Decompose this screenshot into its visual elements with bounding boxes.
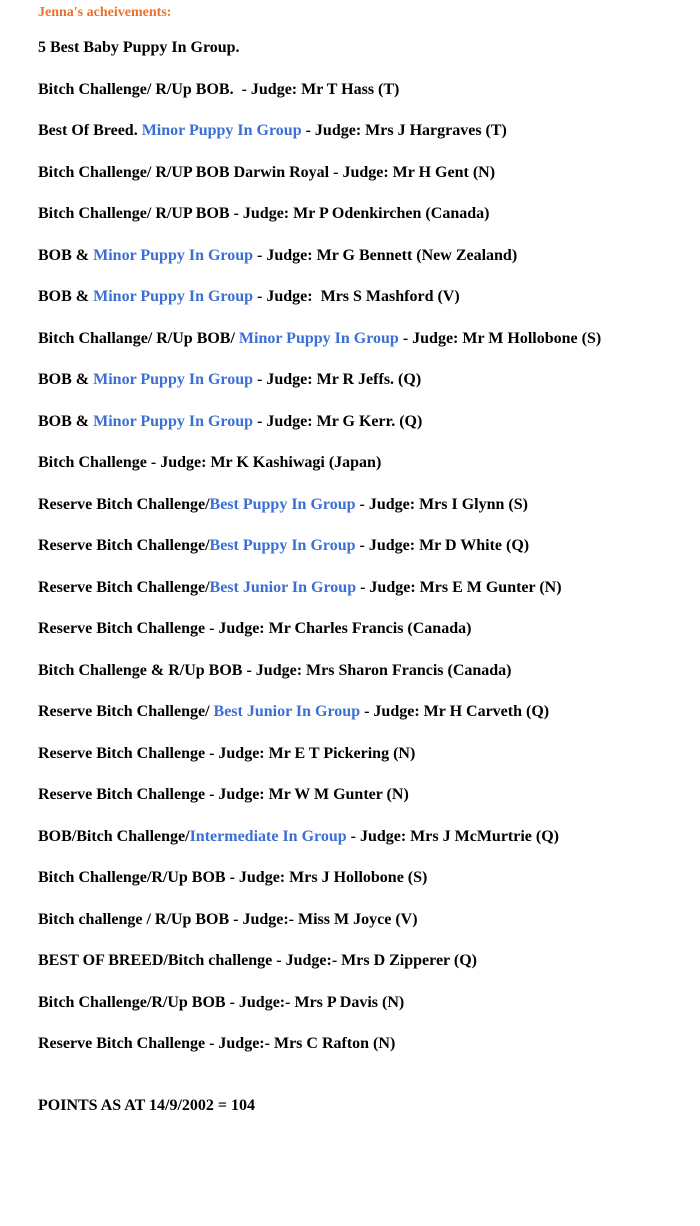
achievement-item [38, 79, 601, 121]
achievement-item [38, 867, 601, 909]
achievement-text: Bitch challenge / R/Up BOB - Judge:- Miss M Joyce (V) [38, 910, 418, 928]
group-award-text: Minor Puppy In Group [93, 412, 254, 430]
achievement-item [38, 660, 601, 702]
achievement-text: Bitch Challenge/ R/UP BOB - Judge: Mr P Odenkirchen (Canada) [38, 205, 490, 222]
achievement-item [38, 701, 601, 743]
achievement-text: - Judge: Mr G Bennett (New Zealand) [253, 246, 518, 264]
achievement-text: 5 Best Baby Puppy In Group. [38, 39, 240, 56]
achievement-text: - Judge: Mr M Hollobone (S) [398, 329, 602, 347]
group-award-text: Best Puppy In Group [209, 495, 356, 513]
group-award-text: Best Junior In Group [209, 578, 357, 596]
achievement-text: Best Of Breed. [38, 122, 142, 139]
achievement-text: - Judge: Mrs S Mashford (V) [253, 288, 460, 305]
group-award-text: Minor Puppy In Group [93, 246, 254, 264]
achievement-text: Bitch Challenge - Judge: Mr K Kashiwagi (Japan) [38, 454, 382, 471]
achievement-text: Bitch Challenge/ R/Up BOB. - Judge: Mr T Hass (T) [38, 80, 400, 98]
achievement-item [38, 245, 601, 287]
achievement-text: Bitch Challenge/R/Up BOB - Judge:- Mrs P Davis (N) [38, 993, 405, 1011]
achievement-text: - Judge: Mrs I Glynn (S) [355, 495, 528, 513]
achievement-text: BEST OF BREED/Bitch challenge - Judge:- Mrs D Zipperer (Q) [38, 952, 477, 969]
achievement-text: Reserve Bitch Challenge - Judge: Mr E T Pickering (N) [38, 744, 416, 762]
group-award-text: Minor Puppy In Group [93, 371, 254, 388]
achievement-text: Reserve Bitch Challenge - Judge:- Mrs C Rafton (N) [38, 1035, 396, 1052]
group-award-text: Intermediate In Group [189, 827, 347, 845]
achievement-item [38, 992, 601, 1034]
achievement-item [38, 286, 601, 328]
achievement-text: Bitch Challenge & R/Up BOB - Judge: Mrs Sharon Francis (Canada) [38, 661, 512, 679]
achievement-text: - Judge: Mr G Kerr. (Q) [253, 412, 423, 430]
achievement-item [38, 784, 601, 826]
achievement-item [38, 909, 601, 951]
page-heading: Jenna's acheivements: [38, 5, 172, 20]
achievement-item [38, 203, 601, 245]
achievement-text: - Judge: Mr H Carveth (Q) [360, 703, 550, 720]
group-award-text: Minor Puppy In Group [238, 329, 399, 347]
achievement-text: - Judge: Mr R Jeffs. (Q) [253, 371, 422, 388]
achievement-item [38, 743, 601, 785]
achievement-text: Reserve Bitch Challenge - Judge: Mr W M Gunter (N) [38, 786, 409, 803]
achievement-item [38, 120, 601, 162]
group-award-text: Minor Puppy In Group [141, 122, 302, 139]
achievement-item [38, 37, 601, 79]
achievement-text: Reserve Bitch Challenge - Judge: Mr Charles Francis (Canada) [38, 620, 472, 637]
achievement-text: Reserve Bitch Challenge/ [38, 578, 210, 596]
achievement-item [38, 535, 601, 577]
achievement-list [38, 37, 601, 1075]
achievement-item [38, 162, 601, 204]
achievement-text: Bitch Challange/ R/Up BOB/ [38, 329, 239, 347]
achievement-text: BOB & [38, 246, 94, 264]
achievement-text: - Judge: Mrs J Hargraves (T) [301, 122, 507, 139]
group-award-text: Best Junior In Group [213, 703, 361, 720]
achievement-text: Reserve Bitch Challenge/ [38, 703, 214, 720]
achievement-item [38, 328, 601, 370]
achievement-item [38, 618, 601, 660]
achievement-text: BOB & [38, 288, 94, 305]
points-total: POINTS AS AT 14/9/2002 = 104 [38, 1097, 256, 1114]
achievement-text: Bitch Challenge/ R/UP BOB Darwin Royal - Judge: Mr H Gent (N) [38, 163, 496, 181]
achievement-text: BOB/Bitch Challenge/ [38, 827, 190, 845]
achievement-item [38, 452, 601, 494]
achievement-text: BOB & [38, 412, 94, 430]
achievement-text: Bitch Challenge/R/Up BOB - Judge: Mrs J Hollobone (S) [38, 869, 428, 886]
achievement-text: - Judge: Mrs E M Gunter (N) [356, 578, 562, 596]
achievement-item [38, 1033, 601, 1075]
achievement-item [38, 577, 601, 619]
achievement-text: BOB & [38, 371, 94, 388]
achievement-item [38, 950, 601, 992]
achievement-item [38, 411, 601, 453]
achievement-text: Reserve Bitch Challenge/ [38, 495, 210, 513]
achievement-item [38, 494, 601, 536]
achievement-text: - Judge: Mrs J McMurtrie (Q) [346, 827, 559, 845]
achievement-text: Reserve Bitch Challenge/ [38, 537, 210, 554]
group-award-text: Minor Puppy In Group [93, 288, 254, 305]
group-award-text: Best Puppy In Group [209, 537, 356, 554]
achievement-item [38, 826, 601, 868]
achievement-text: - Judge: Mr D White (Q) [355, 537, 530, 554]
achievement-item [38, 369, 601, 411]
